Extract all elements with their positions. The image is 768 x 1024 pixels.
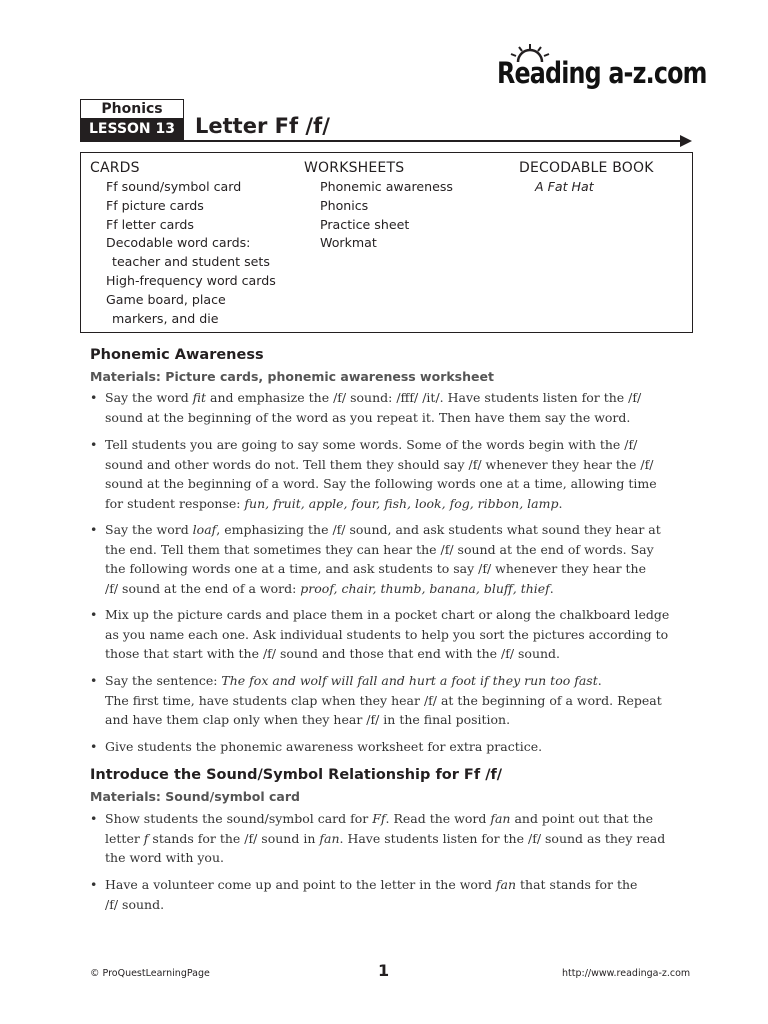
list-item: • Mix up the picture cards and place them in a pocket chart or along the chalkboard ledge as you name each one. Ask individual students to help you sort the pictures according to those that start with the /f/ sound and those that end with the /f/ sound. bbox=[90, 607, 670, 662]
list-item: High-frequency word cards bbox=[106, 272, 276, 288]
footer-copyright: © ProQuestLearningPage bbox=[90, 968, 210, 979]
list-item: Phonics bbox=[320, 197, 369, 213]
list-item: • Say the sentence: The fox and wolf will fall and hurt a foot if they run too fast. The first time, have students clap when they hear /f/ at the beginning of a word. Repeat and have them clap only when they hear /f/ in the final position. bbox=[90, 673, 662, 728]
materials-box bbox=[80, 152, 693, 333]
list-item: Workmat bbox=[320, 235, 377, 251]
decodable-book-column bbox=[519, 159, 654, 197]
section-title: Introduce the Sound/Symbol Relationship for Ff /f/ bbox=[90, 767, 503, 783]
category-label: Phonics bbox=[80, 99, 184, 119]
book-title: A Fat Hat bbox=[535, 179, 594, 194]
section-title: Phonemic Awareness bbox=[90, 347, 264, 363]
arrow-right-icon bbox=[680, 135, 692, 147]
materials-line: Materials: Sound/symbol card bbox=[90, 789, 300, 804]
bullet-icon: • bbox=[90, 673, 98, 688]
header-rule bbox=[80, 140, 684, 142]
list-item: Phonemic awareness bbox=[320, 179, 453, 194]
bullet-icon: • bbox=[90, 877, 98, 892]
list-item: • Say the word fit and emphasize the /f/ sound: /fff/ /it/. Have students listen for the /f/ sound at the beginning of the word as you repeat it. Then have them say the word. bbox=[90, 390, 642, 425]
list-item: Ff letter cards bbox=[106, 216, 194, 232]
list-item: markers, and die bbox=[112, 310, 219, 326]
readinga-z-logo: Reading a-z.com bbox=[497, 56, 707, 90]
materials-line: Materials: Picture cards, phonemic awareness worksheet bbox=[90, 369, 494, 384]
list-item: Ff picture cards bbox=[106, 197, 204, 213]
list-item: • Tell students you are going to say some words. Some of the words begin with the /f/ sound and other words do not. Tell them they should say /f/ whenever they hear the /f/ sound at the beginning of a word. Say the following words one at a time, allowing time for student response: fun, fruit, apple, four, fish, look, fog, ribbon, lamp. bbox=[90, 437, 657, 511]
list-item: Practice sheet bbox=[320, 216, 410, 232]
list-item: • Give students the phonemic awareness worksheet for extra practice. bbox=[105, 737, 542, 757]
worksheets-column bbox=[304, 159, 453, 253]
bullet-icon: • bbox=[90, 390, 98, 405]
list-item: • Show students the sound/symbol card for Ff. Read the word fan and point out that the letter f stands for the /f/ sound in fan. Have students listen for the /f/ sound as they read the word with you. bbox=[90, 811, 666, 866]
footer-url[interactable]: http://www.readinga-z.com bbox=[562, 968, 691, 979]
bullet-icon: • bbox=[90, 522, 98, 537]
list-item: Ff sound/symbol card bbox=[106, 179, 242, 194]
bullet-icon: • bbox=[90, 739, 98, 754]
lesson-number: LESSON 13 bbox=[80, 119, 184, 140]
list-item: Decodable word cards: bbox=[106, 235, 251, 251]
bullet-icon: • bbox=[90, 811, 98, 826]
worksheets-heading: WORKSHEETS bbox=[304, 160, 405, 176]
page-number: 1 bbox=[378, 961, 390, 980]
decodable-book-heading: DECODABLE BOOK bbox=[519, 160, 654, 176]
list-item: teacher and student sets bbox=[112, 254, 270, 270]
bullet-icon: • bbox=[90, 437, 98, 452]
bullet-icon: • bbox=[90, 607, 98, 622]
list-item: Game board, place bbox=[106, 291, 226, 307]
cards-column bbox=[90, 159, 276, 328]
page-title: Letter Ff /f/ bbox=[195, 114, 330, 138]
list-item: • Have a volunteer come up and point to the letter in the word fan that stands for the /f/ sound. bbox=[90, 877, 638, 912]
cards-heading: CARDS bbox=[90, 160, 140, 176]
list-item: • Say the word loaf, emphasizing the /f/ sound, and ask students what sound they hear at the end. Tell them that sometimes they can hear the /f/ sound at the end of words. Say the following words one at a time, and ask students to say /f/ whenever they hear the /f/ sound at the end of a word: proof, chair, thumb, banana, bluff, thief. bbox=[90, 522, 661, 596]
